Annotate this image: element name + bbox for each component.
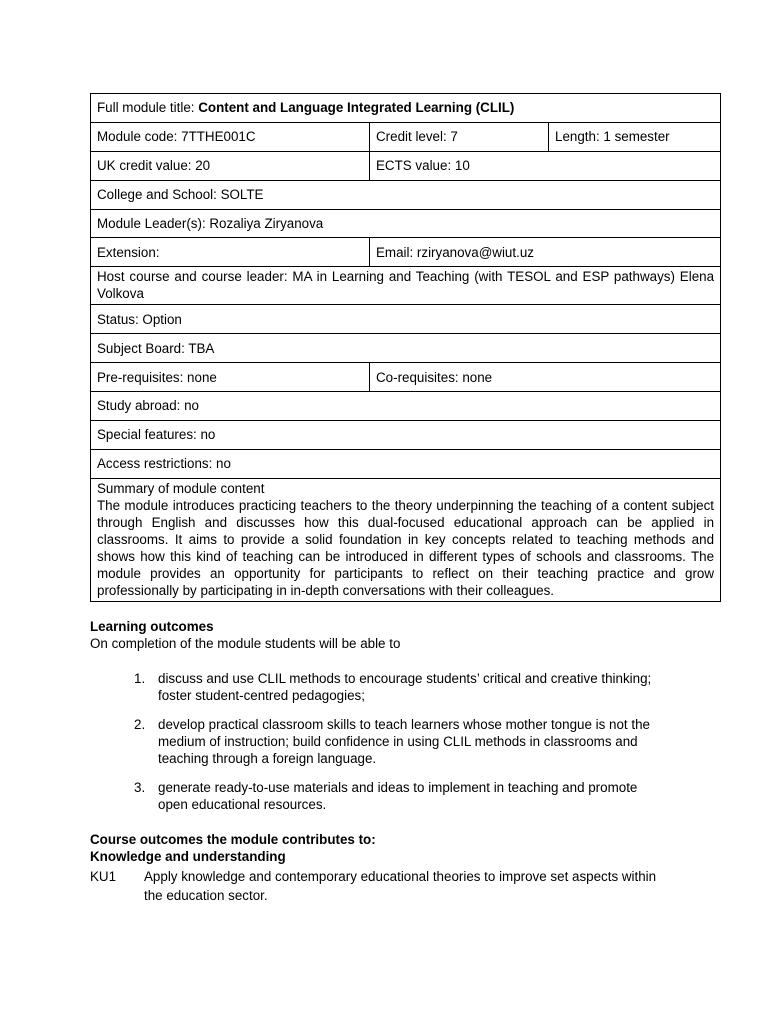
- row-leader: [91, 209, 721, 238]
- row-requisites: [91, 363, 721, 392]
- module-info-table: [90, 93, 721, 602]
- ku1-text: Apply knowledge and contemporary educational theories to improve set aspects within the education sector.: [144, 868, 657, 903]
- list-item: [90, 779, 668, 813]
- list-item-text: discuss and use CLIL methods to encourage students’ critical and creative thinking; foster student-centred pedagogies;: [158, 670, 652, 703]
- row-module-code: [91, 122, 721, 151]
- row-subject-board: [91, 334, 721, 363]
- cell-extension: Extension:: [91, 238, 370, 267]
- row-full-title: [91, 94, 721, 123]
- row-host-course: [91, 267, 721, 305]
- learning-outcomes-intro: On completion of the module students will be able to: [90, 635, 401, 651]
- summary-heading: Summary of module content: [97, 480, 265, 496]
- knowledge-understanding-heading: Knowledge and understanding: [90, 848, 286, 864]
- ku1-code: KU1: [90, 868, 117, 884]
- cell-college: College and School: SOLTE: [91, 180, 721, 209]
- cell-corequisites: Co-requisites: none: [370, 363, 721, 392]
- full-title-value: Content and Language Integrated Learning (CLIL): [198, 100, 515, 116]
- list-item-number: 3.: [134, 779, 146, 795]
- row-contact: [91, 238, 721, 267]
- cell-prerequisites: Pre-requisites: none: [91, 363, 370, 392]
- course-outcomes-title: Course outcomes the module contributes to:: [90, 831, 376, 847]
- learning-outcomes-section: [90, 618, 720, 813]
- cell-uk-credit: UK credit value: 20: [91, 151, 370, 180]
- list-item-text: develop practical classroom skills to teach learners whose mother tongue is not the medium of instruction; build confidence in using CLIL methods in classrooms and teaching through a foreign language.: [158, 716, 650, 766]
- list-item: [90, 670, 668, 704]
- cell-subject-board: Subject Board: TBA: [91, 334, 721, 363]
- cell-email: Email: rziryanova@wiut.uz: [370, 238, 721, 267]
- row-summary: [91, 478, 721, 601]
- cell-module-code: Module code: 7TTHE001C: [91, 122, 370, 151]
- summary-text: The module introduces practicing teachers to the theory underpinning the teaching of a content subject through English and discusses how this dual-focused educational approach can be applied in classrooms. It aims to provide a solid foundation in key concepts related to teaching methods and shows how this kind of teaching can be introduced in different types of schools and classrooms. The module provides an opportunity for participants to reflect on their teaching practice and grow professionally by participating in in-depth conversations with their colleagues.: [97, 497, 715, 598]
- cell-host-course: Host course and course leader: MA in Learning and Teaching (with TESOL and ESP pathways) Elena Volkova: [91, 267, 721, 305]
- cell-credit-level: Credit level: 7: [370, 122, 549, 151]
- cell-leader: Module Leader(s): Rozaliya Ziryanova: [91, 209, 721, 238]
- list-item-number: 1.: [134, 670, 146, 686]
- row-special-features: [91, 420, 721, 449]
- list-item-text: generate ready-to-use materials and ideas to implement in teaching and promote open educational resources.: [158, 779, 638, 812]
- learning-outcomes-list: [90, 670, 720, 813]
- row-access: [91, 449, 721, 478]
- cell-ects: ECTS value: 10: [370, 151, 721, 180]
- cell-status: Status: Option: [91, 305, 721, 334]
- full-title-label: Full module title:: [97, 100, 199, 116]
- ku1-row: [90, 867, 720, 905]
- cell-study-abroad: Study abroad: no: [91, 392, 721, 421]
- learning-outcomes-title: Learning outcomes: [90, 618, 214, 634]
- module-document: [90, 93, 720, 905]
- cell-full-title: [91, 94, 721, 123]
- list-item: [90, 716, 668, 767]
- cell-length: Length: 1 semester: [549, 122, 721, 151]
- row-college: [91, 180, 721, 209]
- cell-summary: [91, 478, 721, 601]
- list-item-number: 2.: [134, 716, 146, 732]
- cell-special-features: Special features: no: [91, 420, 721, 449]
- cell-access: Access restrictions: no: [91, 449, 721, 478]
- row-status: [91, 305, 721, 334]
- row-study-abroad: [91, 392, 721, 421]
- row-credit-values: [91, 151, 721, 180]
